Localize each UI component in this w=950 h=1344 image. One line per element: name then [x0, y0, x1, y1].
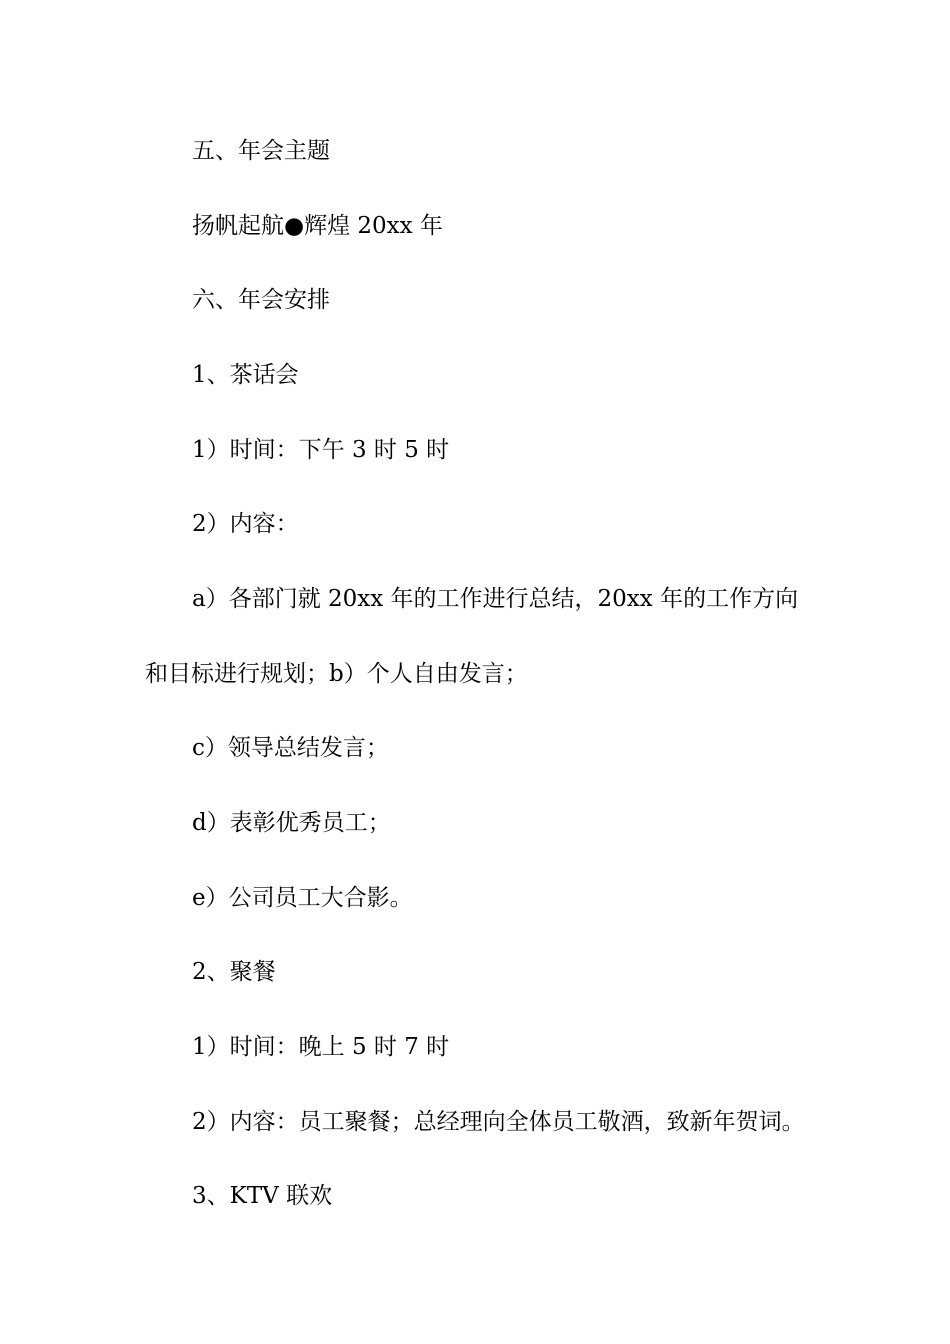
- tea-party-time: 1）时间：下午 3 时 5 时: [192, 437, 450, 463]
- tea-party-content-label: 2）内容：: [192, 511, 299, 537]
- tea-party-item-e: e）公司员工大合影。: [192, 885, 413, 911]
- dinner-time: 1）时间：晚上 5 时 7 时: [192, 1034, 450, 1060]
- section-heading-theme: 五、年会主题: [192, 138, 330, 164]
- tea-party-item-a-continued: 和目标进行规划；b）个人自由发言；: [145, 661, 528, 687]
- dinner-content: 2）内容：员工聚餐；总经理向全体员工敬酒，致新年贺词。: [192, 1109, 805, 1135]
- subheading-tea-party: 1、茶话会: [192, 362, 299, 388]
- section-heading-schedule: 六、年会安排: [192, 287, 330, 313]
- tea-party-item-d: d）表彰优秀员工；: [192, 810, 391, 836]
- subheading-ktv: 3、KTV 联欢: [192, 1183, 333, 1209]
- tea-party-item-c: c）领导总结发言；: [192, 735, 389, 761]
- subheading-dinner: 2、聚餐: [192, 959, 276, 985]
- tea-party-item-a: a）各部门就 20xx 年的工作进行总结，20xx 年的工作方向: [192, 586, 799, 612]
- theme-text: 扬帆起航●辉煌 20xx 年: [192, 213, 443, 239]
